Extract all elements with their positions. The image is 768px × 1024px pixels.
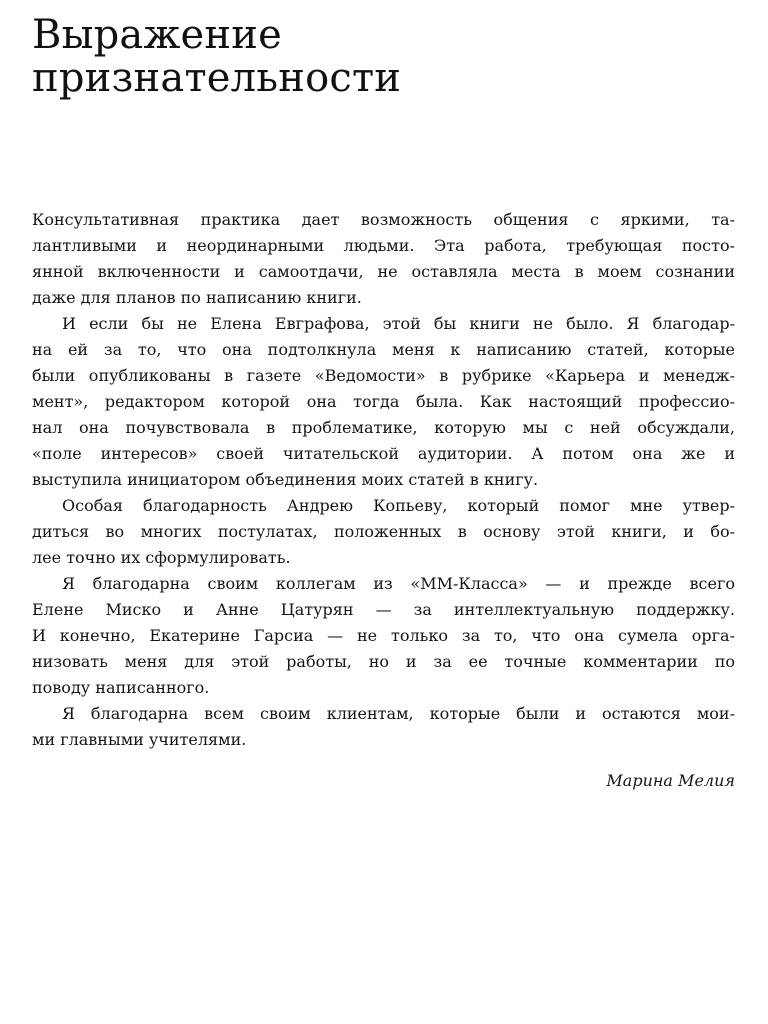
body-text [32,207,735,753]
text-line: Елене Миско и Анне Цатурян — за интеллектуальную поддержку. [32,600,735,619]
text-line: поводу написанного. [32,678,210,697]
text-line: «поле интересов» своей читательской аудитории. А потом она же и [32,444,735,463]
text-line: выступила инициатором объединения моих статей в книгу. [32,470,539,489]
paragraph-2 [32,311,735,493]
text-line: низовать меня для этой работы, но и за ее точные комментарии по [32,652,735,671]
author-signature: Марина Мелия [606,771,735,790]
text-line: лее точно их сформулировать. [32,548,291,567]
text-line: лантливыми и неординарными людьми. Эта работа, требующая посто- [32,236,735,255]
paragraph-1 [32,207,735,311]
text-line: даже для планов по написанию книги. [32,288,362,307]
text-line: диться во многих постулатах, положенных в основу этой книги, и бо- [32,522,735,541]
text-line: Консультативная практика дает возможность общения с яркими, та- [32,210,735,229]
title-line-1: Выражение [32,12,282,58]
text-line: на ей за то, что она подтолкнула меня к написанию статей, которые [32,340,735,359]
text-line: И если бы не Елена Евграфова, этой бы книги не было. Я благодар- [62,314,735,333]
text-line: Особая благодарность Андрею Копьеву, который помог мне утвер- [62,496,735,515]
text-line: были опубликованы в газете «Ведомости» в рубрике «Карьера и менедж- [32,366,735,385]
paragraph-3 [32,493,735,571]
page-title [32,14,732,100]
text-line: Я благодарна всем своим клиентам, которые были и остаются мои- [62,704,735,723]
text-line: янной включенности и самоотдачи, не оставляла места в моем сознании [32,262,735,281]
text-line: мент», редактором которой она тогда была. Как настоящий профессио- [32,392,735,411]
text-line: ми главными учителями. [32,730,247,749]
paragraph-5 [32,701,735,753]
text-line: И конечно, Екатерине Гарсиа — не только за то, что она сумела орга- [32,626,735,645]
text-line: нал она почувствовала в проблематике, которую мы с ней обсуждали, [32,418,735,437]
title-line-2: признательности [32,55,402,101]
text-line: Я благодарна своим коллегам из «ММ-Класса» — и прежде всего [62,574,735,593]
paragraph-4 [32,571,735,701]
